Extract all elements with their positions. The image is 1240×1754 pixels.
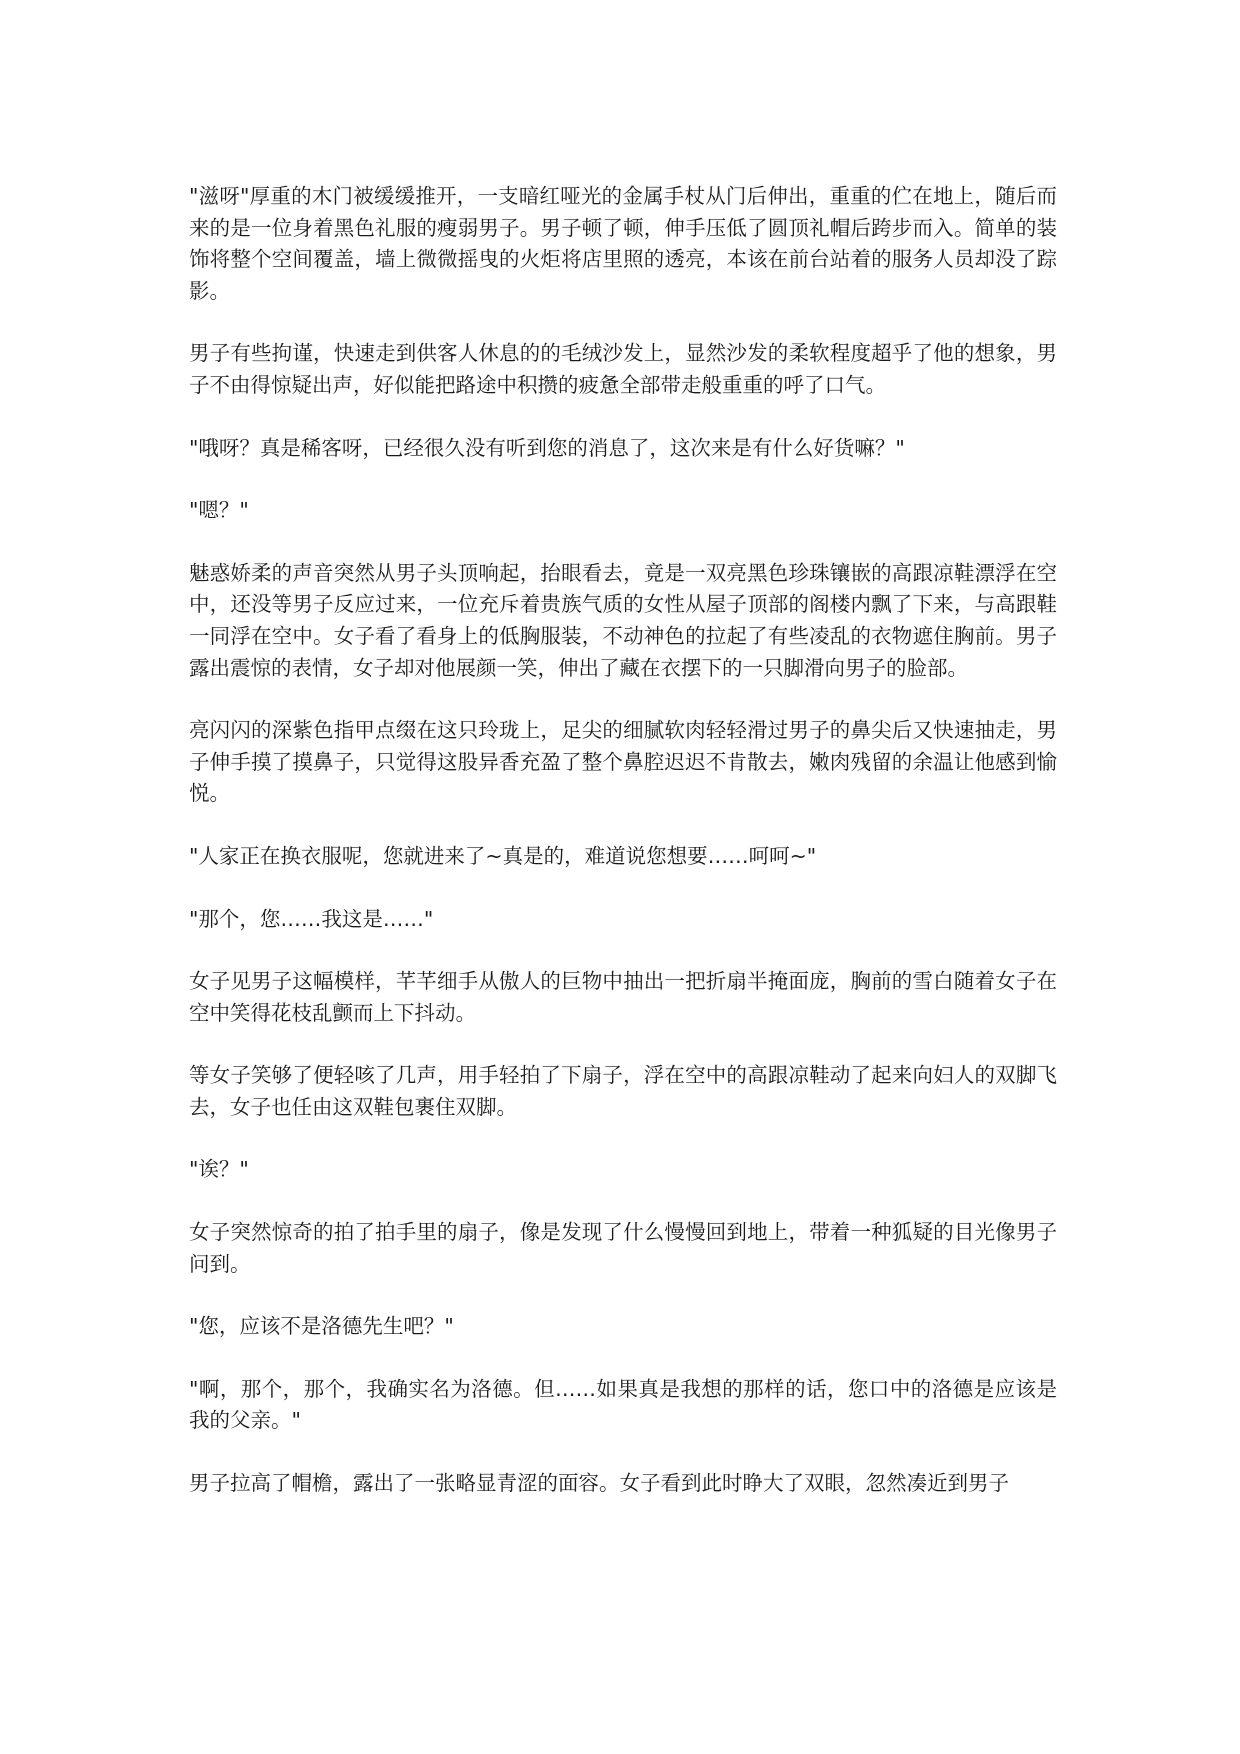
paragraph: "滋呀"厚重的木门被缓缓推开，一支暗红哑光的金属手杖从门后伸出，重重的伫在地上，随后而来的是一位身着黑色礼服的瘦弱男子。男子顿了顿，伸手压低了圆顶礼帽后跨步而入。简单的装饰将整个空间覆盖，墙上微微摇曳的火炬将店里照的透亮，本该在前台站着的服务人员却没了踪影。 [189, 184, 1057, 303]
paragraph: 女子见男子这幅模样，芊芊细手从傲人的巨物中抽出一把折扇半掩面庞，胸前的雪白随着女子在空中笑得花枝乱颤而上下抖动。 [189, 969, 1057, 1025]
paragraph: "嗯？" [189, 498, 249, 523]
paragraph: 等女子笑够了便轻咳了几声，用手轻拍了下扇子，浮在空中的高跟凉鞋动了起来向妇人的双脚飞去，女子也任由这双鞋包裹住双脚。 [189, 1063, 1057, 1119]
paragraph: 男子拉高了帽檐，露出了一张略显青涩的面容。女子看到此时睁大了双眼，忽然凑近到男子 [189, 1471, 1009, 1496]
paragraph: "诶？" [189, 1157, 249, 1182]
paragraph: 魅惑娇柔的声音突然从男子头顶响起，抬眼看去，竟是一双亮黑色珍珠镶嵌的高跟凉鞋漂浮在空中，还没等男子反应过来，一位充斥着贵族气质的女性从屋子顶部的阁楼内飘了下来，与高跟鞋一同浮在空中。女子看了看身上的低胸服装，不动神色的拉起了有些凌乱的衣物遮住胸前。男子露出震惊的表情，女子却对他展颜一笑，伸出了藏在衣摆下的一只脚滑向男子的脸部。 [189, 560, 1057, 680]
paragraph: 男子有些拘谨，快速走到供客人休息的的毛绒沙发上，显然沙发的柔软程度超乎了他的想象，男子不由得惊疑出声，好似能把路途中积攒的疲惫全部带走般重重的呼了口气。 [189, 341, 1057, 397]
paragraph: "啊，那个，那个，我确实名为洛德。但……如果真是我想的那样的话，您口中的洛德是应该是我的父亲。" [189, 1376, 1057, 1433]
paragraph: 女子突然惊奇的拍了拍手里的扇子，像是发现了什么慢慢回到地上，带着一种狐疑的目光像男子问到。 [189, 1220, 1057, 1276]
paragraph: "人家正在换衣服呢，您就进来了~真是的，难道说您想要……呵呵~" [189, 843, 817, 868]
paragraph: "哦呀？真是稀客呀，已经很久没有听到您的消息了，这次来是有什么好货嘛？" [189, 435, 905, 460]
paragraph: 亮闪闪的深紫色指甲点缀在这只玲珑上，足尖的细腻软肉轻轻滑过男子的鼻尖后又快速抽走，男子伸手摸了摸鼻子，只觉得这股异香充盈了整个鼻腔迟迟不肯散去，嫩肉残留的余温让他感到愉悦。 [189, 718, 1057, 806]
paragraph: "您，应该不是洛德先生吧？" [189, 1314, 454, 1339]
paragraph: "那个，您……我这是……" [189, 906, 434, 931]
document-body [189, 181, 1057, 1531]
